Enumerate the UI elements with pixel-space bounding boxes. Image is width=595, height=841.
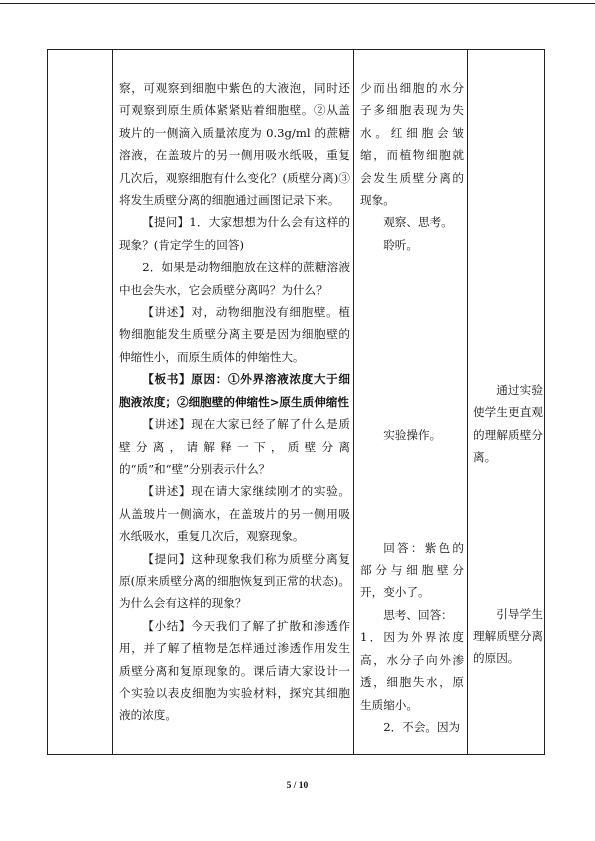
student-text: 回答：紫色的部分与细胞壁分开，变小了。 [360,540,464,600]
student-text: 思考、回答： [383,607,453,622]
student-text: 少而出细胞的水分子多细胞表现为失水。红细胞会皱缩，而植物细胞就会发生质壁分离的现象。 [360,81,464,208]
table-border-bottom [47,754,545,755]
column-divider-1 [112,49,113,755]
content-paragraph: 【提问】这种现象我们称为质壁分离复原(原来质壁分离的细胞恢复到正常的状态)。为什么会有这样的现象？ [119,551,350,611]
column-divider-2 [353,49,354,755]
blackboard-paragraph: 【板书】原因：①外界溶液浓度大于细胞液浓度；②细胞壁的伸缩性>原生质伸缩性 [119,372,350,409]
student-text: 聆听。 [383,237,418,252]
student-text: 观察、思考。 [383,215,453,230]
header-rule [0,3,595,4]
column-divider-3 [467,49,468,755]
content-paragraph: 2．如果是动物细胞放在这样的蔗糖溶液中也会失水，它会质壁分离吗？为什么？ [119,260,350,297]
content-paragraph: 【讲述】对，动物细胞没有细胞壁。植物细胞能发生质壁分离主要是因为细胞壁的伸缩性小，而原生质体的伸缩性大。 [119,305,350,364]
student-activity-column [360,77,464,738]
table-border-top [47,49,545,50]
teacher-activity-column [119,77,350,727]
student-text: 1．因为外界浓度高，水分子向外渗透，细胞失水，原生质缩小。 [360,630,464,712]
content-paragraph: 【小结】今天我们了解了扩散和渗透作用，并了解了植物是怎样通过渗透作用发生质壁分离和复原现象的。课后请大家设计一个实验以表皮细胞为实验材料，探究其细胞液的浓度。 [119,618,350,723]
student-text: 实验操作。 [383,428,442,443]
content-paragraph: 【讲述】现在大家已经了解了什么是质壁分离，请解释一下，质壁分离的“质”和“壁”分别表示什么？ [119,417,350,476]
content-paragraph: 【提问】1．大家想想为什么会有这样的现象？(肯定学生的回答) [119,215,350,252]
intent-text: 通过实验使学生更直观的理解质壁分离。 [473,383,543,465]
design-intent-column [473,77,543,670]
content-paragraph: 察，可观察到细胞中紫色的大液泡，同时还可观察到原生质体紧紧贴着细胞壁。②从盖玻片的一侧滴入质量浓度为 0.3g/ml 的蔗糖溶液，在盖玻片的另一侧用吸水纸吸，重复几次后，观察细胞有什么变化？(质壁分离)③将发生质壁分离的细胞通过画图记录下来。 [119,81,350,208]
student-text: 2．不会。因为 [383,719,461,734]
page-number: 5 / 10 [286,781,309,791]
content-paragraph: 【讲述】现在请大家继续刚才的实验。从盖玻片一侧滴水，在盖玻片的另一侧用吸水纸吸水，重复几次后，观察现象。 [119,484,350,544]
intent-text: 引导学生理解质壁分离的原因。 [473,606,543,666]
table-border-left [47,49,48,755]
lesson-table [47,49,545,755]
table-border-right [544,49,545,755]
